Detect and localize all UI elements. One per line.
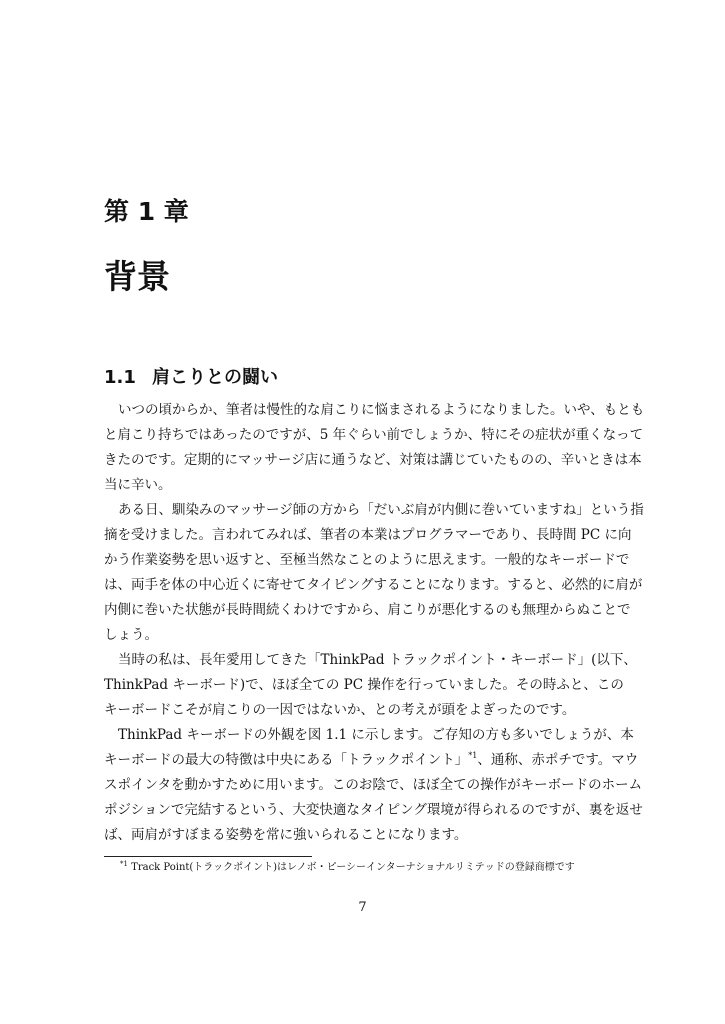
body-line: 当に辛い。 (104, 477, 172, 493)
section-title: 肩こりとの闘い (152, 367, 278, 388)
chapter-label: 第 1 章 (104, 197, 189, 226)
footnote-reference[interactable]: *1 (468, 751, 478, 760)
section-number: 1.1 (104, 367, 136, 388)
body-line: スポインタを動かすために用います。このお陰で、ほぼ全ての操作がキーボードのホーム (104, 777, 643, 793)
body-line: かう作業姿勢を思い返すと、至極当然なことのように思えます。一般的なキーボードで (104, 552, 630, 568)
body-line (104, 750, 639, 770)
body-line: ある日、馴染みのマッサージ師の方から「だいぶ肩が内側に巻いていますね」という指 (118, 502, 644, 518)
body-line: 摘を受けました。言われてみれば、筆者の本業はプログラマーであり、長時間 PC に向 (104, 527, 632, 543)
body-line: きたのです。定期的にマッサージ店に通うなど、対策は講じていたものの、辛いときは本 (104, 452, 642, 468)
section-heading (104, 366, 278, 390)
body-line: ば、両肩がすぼまる姿勢を常に強いられることになります。 (104, 827, 468, 843)
footnote-mark: *1 (120, 860, 128, 868)
body-line: しょう。 (104, 627, 158, 643)
body-line: ThinkPad キーボードの外観を図 1.1 に示します。ご存知の方も多いでしょうが、本 (118, 727, 634, 743)
body-line: ThinkPad キーボード)で、ほぼ全ての PC 操作を行っていました。その時ふと、この (104, 677, 624, 693)
body-line: と肩こり持ちではあったのですが、5 年ぐらい前でしょうか、特にその症状が重くなって (104, 427, 644, 443)
body-line: 内側に巻いた状態が長時間続くわけですから、肩こりが悪化するのも無理からぬことで (104, 602, 631, 618)
body-line: 当時の私は、長年愛用してきた「ThinkPad トラックポイント・キーボード」(以下、 (118, 652, 637, 668)
footnote-text: Track Point(トラックポイント)はレノボ・ピーシーインターナショナルリミテッドの登録商標です (131, 862, 575, 873)
body-line: キーボードこそが肩こりの一因ではないか、との考えが頭をよぎったのです。 (104, 702, 576, 718)
footnote (120, 861, 575, 875)
body-line: ポジションで完結するという、大変快適なタイピング環境が得られるのですが、裏を返せ (104, 802, 643, 818)
body-line-part: 、通称、赤ポチです。マウ (477, 752, 639, 768)
page-number: 7 (358, 900, 367, 915)
chapter-title: 背景 (104, 257, 170, 296)
footnote-rule (104, 856, 312, 857)
body-line: は、両手を体の中心近くに寄せてタイピングすることになります。すると、必然的に肩が (104, 577, 643, 593)
body-line: いつの頃からか、筆者は慢性的な肩こりに悩まされるようになりました。いや、もとも (118, 402, 645, 418)
body-line-part: キーボードの最大の特徴は中央にある「トラックポイント」 (104, 752, 469, 768)
